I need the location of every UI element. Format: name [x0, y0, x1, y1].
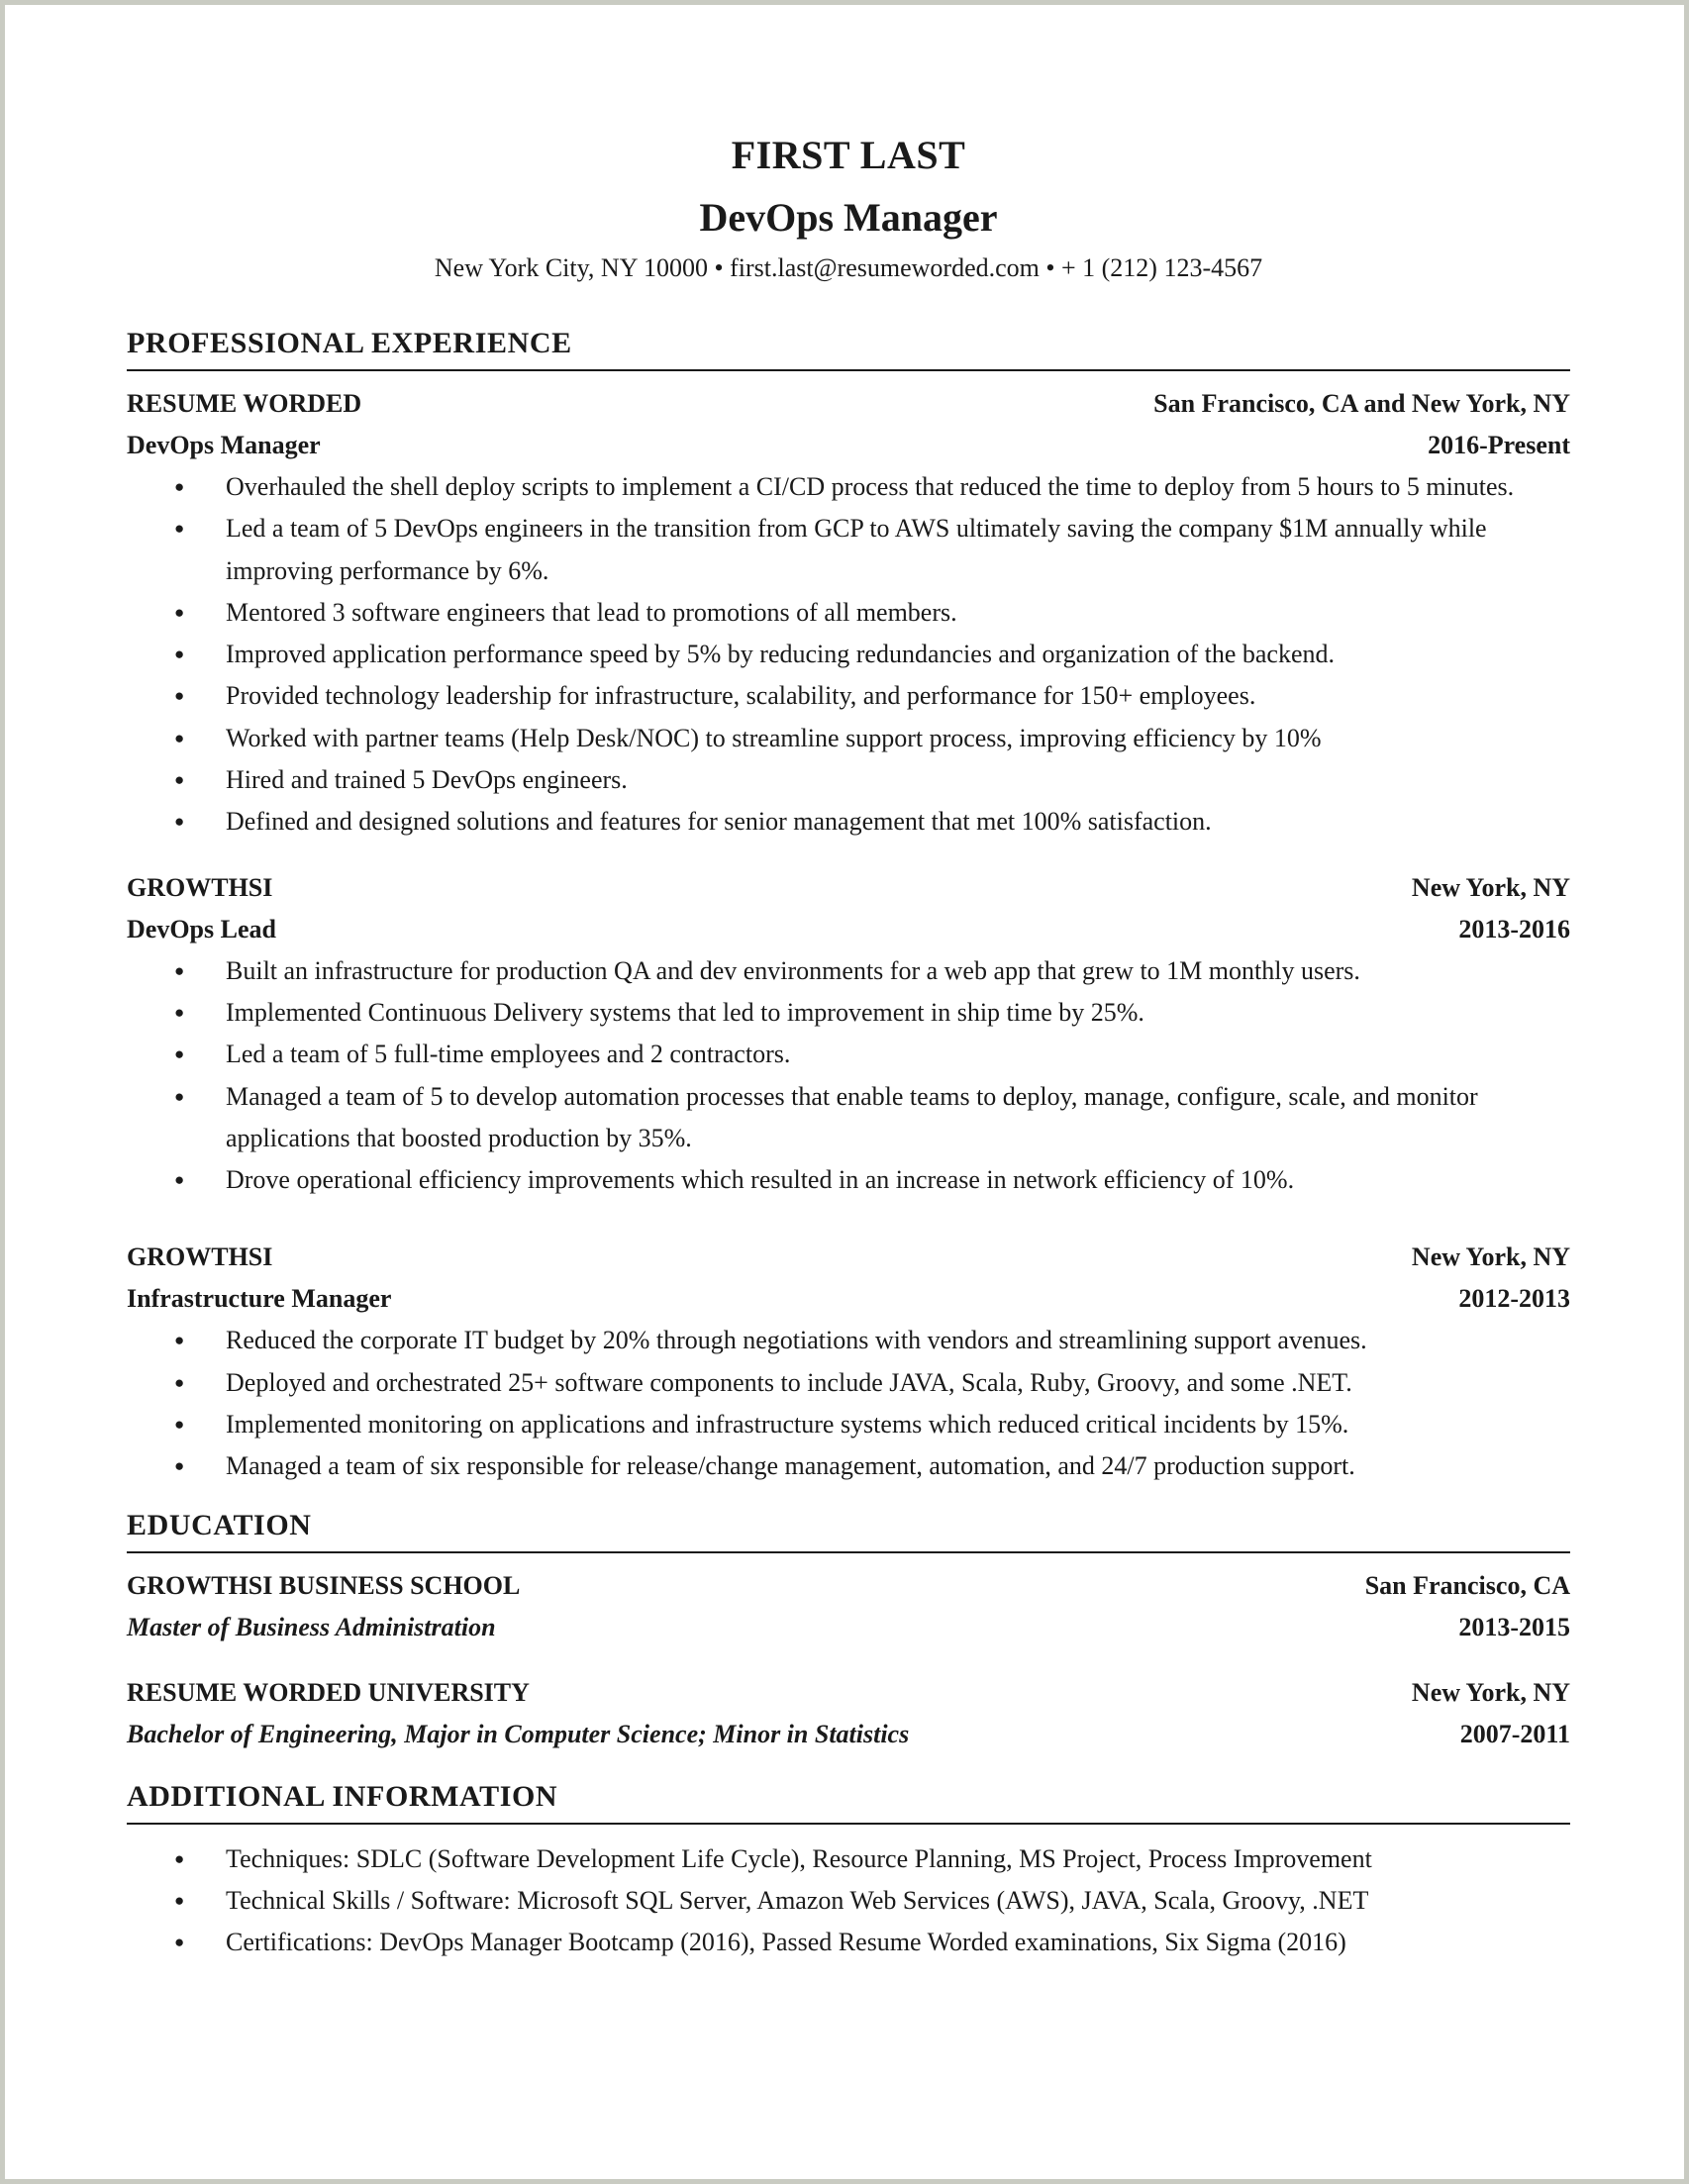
- job-header-row: [127, 1237, 1570, 1278]
- job-role: DevOps Lead: [127, 914, 276, 943]
- job-entry: [127, 383, 1570, 844]
- resume-content: [127, 128, 1570, 1964]
- education-dates: 2007-2011: [1459, 1719, 1570, 1748]
- list-item: ● Built an infrastructure for production QA and dev environments for a web app that grew to 1M monthly users.: [127, 950, 1570, 992]
- list-item: ● Techniques: SDLC (Software Development Life Cycle), Resource Planning, MS Project, Process Improvement: [127, 1838, 1570, 1880]
- job-company: GROWTHSI: [127, 872, 273, 902]
- job-location: New York, NY: [1411, 872, 1570, 902]
- education-location: New York, NY: [1411, 1677, 1570, 1707]
- education-location: San Francisco, CA: [1364, 1570, 1570, 1600]
- education-degree: Master of Business Administration: [127, 1612, 496, 1641]
- additional-bullets: [127, 1838, 1570, 1964]
- job-role-row: [127, 1278, 1570, 1320]
- resume-header: [127, 128, 1570, 288]
- job-role: Infrastructure Manager: [127, 1284, 392, 1314]
- list-item: ● Implemented monitoring on applications and infrastructure systems which reduced critical incidents by 15%.: [127, 1404, 1570, 1445]
- list-item: ● Worked with partner teams (Help Desk/NOC) to streamline support process, improving efficiency by 10%: [127, 718, 1570, 759]
- list-item: ● Reduced the corporate IT budget by 20% through negotiations with vendors and streamlining support avenues.: [127, 1320, 1570, 1361]
- candidate-name: FIRST LAST: [731, 133, 966, 177]
- education-degree-row: [127, 1607, 1570, 1648]
- list-item: ● Drove operational efficiency improvements which resulted in an increase in network efficiency of 10%.: [127, 1159, 1570, 1201]
- list-item: ● Hired and trained 5 DevOps engineers.: [127, 759, 1570, 801]
- job-bullets: [127, 950, 1570, 1202]
- education-entry: [127, 1672, 1570, 1755]
- job-role: DevOps Manager: [127, 431, 321, 459]
- education-school: GROWTHSI BUSINESS SCHOOL: [127, 1570, 521, 1600]
- job-dates: 2016-Present: [1428, 431, 1570, 459]
- education-header-row: [127, 1565, 1570, 1607]
- job-entry: [127, 1237, 1570, 1487]
- list-item: ● Improved application performance speed by 5% by reducing redundancies and organization of the backend.: [127, 634, 1570, 675]
- list-item: ● Led a team of 5 DevOps engineers in the transition from GCP to AWS ultimately saving the company $1M annually while improving performance by 6%.: [127, 508, 1570, 592]
- job-dates: 2013-2016: [1458, 914, 1570, 943]
- list-item: ● Mentored 3 software engineers that lead to promotions of all members.: [127, 592, 1570, 634]
- job-header-row: [127, 383, 1570, 425]
- list-item: ● Technical Skills / Software: Microsoft SQL Server, Amazon Web Services (AWS), JAVA, Scala, Groovy, .NET: [127, 1880, 1570, 1922]
- list-item: ● Certifications: DevOps Manager Bootcamp (2016), Passed Resume Worded examinations, Six Sigma (2016): [127, 1922, 1570, 1963]
- education-entry: [127, 1565, 1570, 1648]
- job-company: RESUME WORDED: [127, 389, 362, 418]
- job-company: GROWTHSI: [127, 1242, 273, 1272]
- job-entry: [127, 867, 1570, 1202]
- list-item: ● Managed a team of six responsible for release/change management, automation, and 24/7 production support.: [127, 1445, 1570, 1487]
- list-item: ● Managed a team of 5 to develop automation processes that enable teams to deploy, manage, configure, scale, and monitor applications that boosted production by 35%.: [127, 1076, 1570, 1160]
- education-school: RESUME WORDED UNIVERSITY: [127, 1677, 530, 1707]
- section-title-experience: PROFESSIONAL EXPERIENCE: [127, 324, 1570, 371]
- list-item: ● Deployed and orchestrated 25+ software components to include JAVA, Scala, Ruby, Groovy, and some .NET.: [127, 1362, 1570, 1404]
- contact-line: New York City, NY 10000 • first.last@resumeworded.com • + 1 (212) 123-4567: [434, 253, 1263, 282]
- list-item: ● Defined and designed solutions and features for senior management that met 100% satisfaction.: [127, 801, 1570, 843]
- list-item: ● Provided technology leadership for infrastructure, scalability, and performance for 150+ employees.: [127, 675, 1570, 717]
- candidate-title: DevOps Manager: [699, 195, 998, 240]
- job-location: San Francisco, CA and New York, NY: [1153, 389, 1570, 418]
- job-role-row: [127, 909, 1570, 950]
- list-item: ● Led a team of 5 full-time employees and 2 contractors.: [127, 1034, 1570, 1075]
- list-item: ● Overhauled the shell deploy scripts to implement a CI/CD process that reduced the time to deploy from 5 hours to 5 minutes.: [127, 466, 1570, 508]
- education-header-row: [127, 1672, 1570, 1714]
- job-role-row: [127, 425, 1570, 466]
- section-title-additional: ADDITIONAL INFORMATION: [127, 1777, 1570, 1825]
- job-dates: 2012-2013: [1458, 1284, 1570, 1314]
- education-dates: 2013-2015: [1458, 1612, 1570, 1641]
- job-bullets: [127, 466, 1570, 844]
- education-degree-row: [127, 1714, 1570, 1755]
- section-title-education: EDUCATION: [127, 1506, 1570, 1553]
- education-degree: Bachelor of Engineering, Major in Computer Science; Minor in Statistics: [127, 1719, 910, 1748]
- job-bullets: [127, 1320, 1570, 1487]
- job-header-row: [127, 867, 1570, 909]
- job-location: New York, NY: [1411, 1242, 1570, 1272]
- list-item: ● Implemented Continuous Delivery systems that led to improvement in ship time by 25%.: [127, 992, 1570, 1034]
